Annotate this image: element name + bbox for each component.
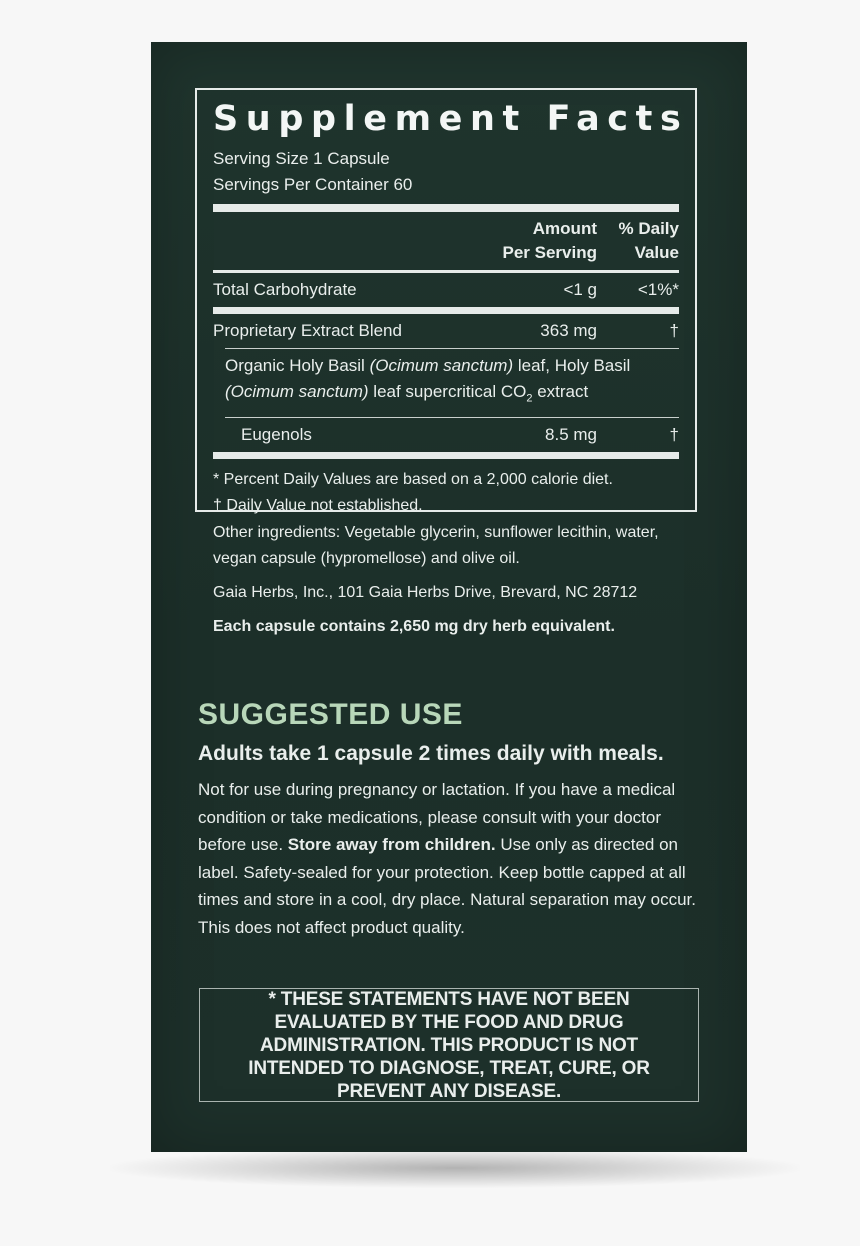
divider-thick: [213, 452, 679, 459]
divider-thick: [213, 307, 679, 314]
header-daily-value: [597, 217, 679, 265]
suggested-use-lead: Adults take 1 capsule 2 times daily with meals.: [198, 742, 664, 765]
facts-footnotes: [213, 467, 679, 519]
ingredients-section: [213, 520, 693, 640]
fda-disclaimer-box: [199, 988, 699, 1102]
row-dv: †: [669, 321, 679, 340]
header-dv-line1: % Daily: [618, 219, 679, 238]
suggested-use-body: [198, 776, 708, 942]
co2-subscript: 2: [526, 392, 533, 405]
blend-latin-name: (Ocimum sanctum): [369, 356, 514, 375]
row-name: Eugenols: [241, 425, 312, 445]
product-shadow: [110, 1148, 800, 1188]
blend-text: leaf supercritical CO: [368, 382, 527, 401]
header-dv-line2: Value: [634, 243, 679, 262]
supplement-facts-box: [195, 88, 697, 515]
servings-per-container: Servings Per Container 60: [213, 175, 413, 194]
facts-title: Supplement Facts: [213, 99, 689, 139]
divider-thick: [213, 204, 679, 212]
capsule-equivalent: Each capsule contains 2,650 mg dry herb equivalent.: [213, 618, 615, 635]
suggested-use-warning: Store away from children.: [287, 835, 496, 855]
footnote-dagger: † Daily Value not established.: [213, 497, 423, 515]
label-panel: [151, 42, 747, 1152]
facts-row-blend: [213, 314, 679, 348]
header-amount-line1: Amount: [532, 219, 597, 238]
manufacturer-address: Gaia Herbs, Inc., 101 Gaia Herbs Drive, Brevard, NC 28712: [213, 584, 638, 601]
serving-size: Serving Size 1 Capsule: [213, 149, 390, 168]
header-amount-line2: Per Serving: [502, 243, 597, 262]
header-amount: [485, 217, 597, 265]
footnote-dv: * Percent Daily Values are based on a 2,000 calorie diet.: [213, 471, 613, 489]
blend-latin-name: (Ocimum sanctum): [225, 382, 369, 401]
row-name: Total Carbohydrate: [213, 280, 357, 299]
blend-text: Organic Holy Basil: [225, 356, 370, 375]
blend-text: leaf, Holy Basil: [513, 356, 631, 375]
suggested-use-text: Use only as directed on label. Safety-sealed for your protection. Keep bottle capped at all times and store in a cool, dry place. Natural separation may occur. This does not affect product quality.: [198, 835, 696, 937]
row-amount: 363 mg: [540, 321, 597, 340]
row-dv: <1%*: [637, 280, 679, 299]
blend-text: extract: [532, 382, 589, 401]
suggested-use-section: [198, 698, 708, 942]
row-name: Proprietary Extract Blend: [213, 321, 402, 340]
other-ingredients: Other ingredients: Vegetable glycerin, sunflower lecithin, water, vegan capsule (hypromellose) and olive oil.: [213, 524, 659, 567]
facts-header: [213, 212, 679, 270]
row-dv: †: [669, 425, 679, 445]
facts-row-carbohydrate: [213, 273, 679, 307]
suggested-use-text: Not for use during pregnancy or lactation. If you have a medical condition or take medications, please consult with your doctor before use.: [198, 780, 676, 855]
blend-description: [213, 349, 679, 417]
fda-disclaimer: * THESE STATEMENTS HAVE NOT BEEN EVALUATED BY THE FOOD AND DRUG ADMINISTRATION. THIS PRODUCT IS NOT INTENDED TO DIAGNOSE, TREAT, CURE, OR PREVENT ANY DISEASE.: [248, 988, 650, 1102]
row-amount: 8.5 mg: [545, 425, 597, 445]
row-amount: <1 g: [563, 280, 597, 299]
suggested-use-title: SUGGESTED USE: [198, 698, 463, 731]
facts-row-eugenols: [213, 418, 679, 452]
